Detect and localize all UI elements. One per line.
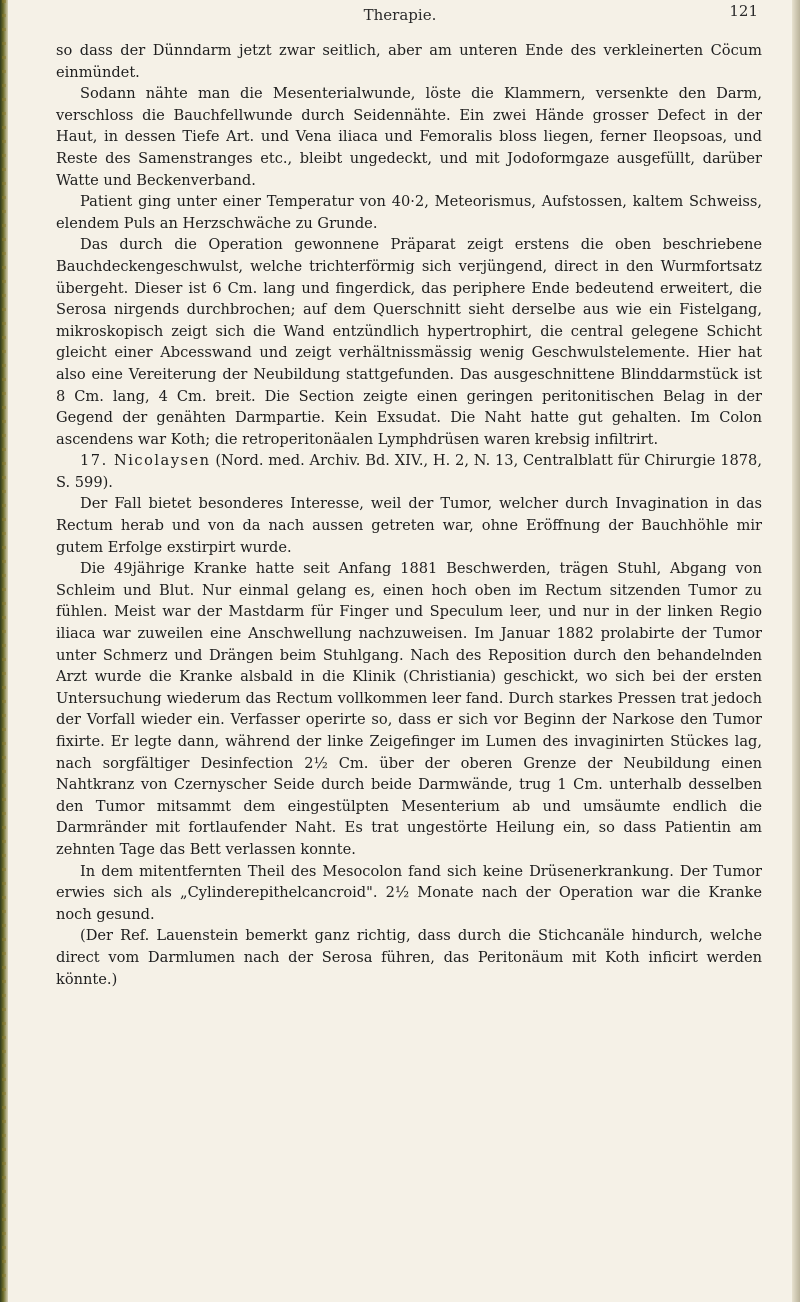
paragraph: so dass der Dünndarm jetzt zwar seitlich, aber am unteren Ende des verkleinerten Cöcum einmündet. [56, 42, 762, 81]
paragraph: Die 49jährige Kranke hatte seit Anfang 1881 Beschwerden, trägen Stuhl, Abgang von Schleim und Blut. Nur einmal gelang es, einen hoch oben im Rectum sitzenden Tumor zu fühlen. Meist war der Mastdarm für Finger und Speculum leer, und nur in der linken Regio iliaca war zuweilen eine Anschwellung nachzuweisen. Im Januar 1882 prolabirte der Tumor unter Schmerz und Drängen beim Stuhlgang. Nach des Reposition durch den behandelnden Arzt wurde die Kranke alsbald in die Klinik (Christiania) geschickt, wo sich bei der ersten Untersuchung wiederum das Rectum vollkommen leer fand. Durch starkes Pressen trat jedoch der Vorfall wieder ein. Verfasser operirte so, dass er sich vor Beginn der Narkose den Tumor fixirte. Er legte dann, während der linke Zeigefinger im Lumen des invaginirten Stückes lag, nach sorgfältiger Desinfection 2½ Cm. über der oberen Grenze der Neubildung einen Nahtkranz von Czernyscher Seide durch beide Darmwände, trug 1 Cm. unterhalb desselben den Tumor mitsammt dem eingestülpten Mesenterium ab und umsäumte endlich die Darmränder mit fortlaufender Naht. Es trat ungestörte Heilung ein, so dass Patientin am zehnten Tage das Bett verlassen konnte. [56, 560, 762, 858]
page-number: 121 [729, 2, 758, 20]
paragraph: Patient ging unter einer Temperatur von 40·2, Meteorismus, Aufstossen, kaltem Schweiss, elendem Puls an Herzschwäche zu Grunde. [56, 193, 762, 232]
paragraph: (Der Ref. Lauenstein bemerkt ganz richtig, dass durch die Stichcanäle hindurch, welche direct vom Darmlumen nach der Serosa führen, das Peritonäum mit Koth inficirt werden könnte.) [56, 927, 762, 988]
case-author: 17. Nicolaysen [80, 452, 211, 470]
page-edge-left [0, 0, 8, 1302]
body-text [56, 40, 762, 990]
case-citation: (Nord. med. Archiv. Bd. XIV., H. 2, N. 13, Centralblatt für Chirurgie 1878, S. 599). [56, 452, 762, 491]
case-heading [56, 450, 762, 493]
paragraph: Der Fall bietet besonderes Interesse, weil der Tumor, welcher durch Invagination in das Rectum herab und von da nach aussen getreten war, ohne Eröffnung der Bauchhöhle mir gutem Erfolge exstirpirt wurde. [56, 495, 762, 556]
paragraph: Das durch die Operation gewonnene Präparat zeigt erstens die oben beschriebene Bauchdeckengeschwulst, welche trichterförmig sich verjüngend, direct in den Wurmfortsatz übergeht. Dieser ist 6 Cm. lang und fingerdick, das periphere Ende bedeutend erweitert, die Serosa nirgends durchbrochen; auf dem Querschnitt sieht derselbe aus wie ein Fistelgang, mikroskopisch zeigt sich die Wand entzündlich hypertrophirt, die central gelegene Schicht gleicht einer Abcesswand und zeigt verhältnissmässig wenig Geschwulstelemente. Hier hat also eine Vereiterung der Neubildung stattgefunden. Das ausgeschnittene Blinddarmstück ist 8 Cm. lang, 4 Cm. breit. Die Section zeigte einen geringen peritonitischen Belag in der Gegend der genähten Darmpartie. Kein Exsudat. Die Naht hatte gut gehalten. Im Colon ascendens war Koth; die retroperitonäalen Lymphdrüsen waren krebsig infiltrirt. [56, 236, 762, 448]
paragraph: In dem mitentfernten Theil des Mesocolon fand sich keine Drüsenerkrankung. Der Tumor erwies sich als „Cylinderepithelcancroid". 2½ Monate nach der Operation war die Kranke noch gesund. [56, 862, 762, 923]
running-head-title: Therapie. [363, 6, 437, 24]
binding-marks [2, 0, 6, 1302]
page-edge-right [792, 0, 800, 1302]
paragraph: Sodann nähte man die Mesenterialwunde, löste die Klammern, versenkte den Darm, verschloss die Bauchfellwunde durch Seidennähte. Ein zwei Hände grosser Defect in der Haut, in dessen Tiefe Art. und Vena iliaca und Femoralis bloss liegen, ferner Ileopsoas, und Reste des Samenstranges etc., bleibt ungedeckt, und mit Jodoformgaze ausgefüllt, darüber Watte und Beckenverband. [56, 85, 762, 189]
